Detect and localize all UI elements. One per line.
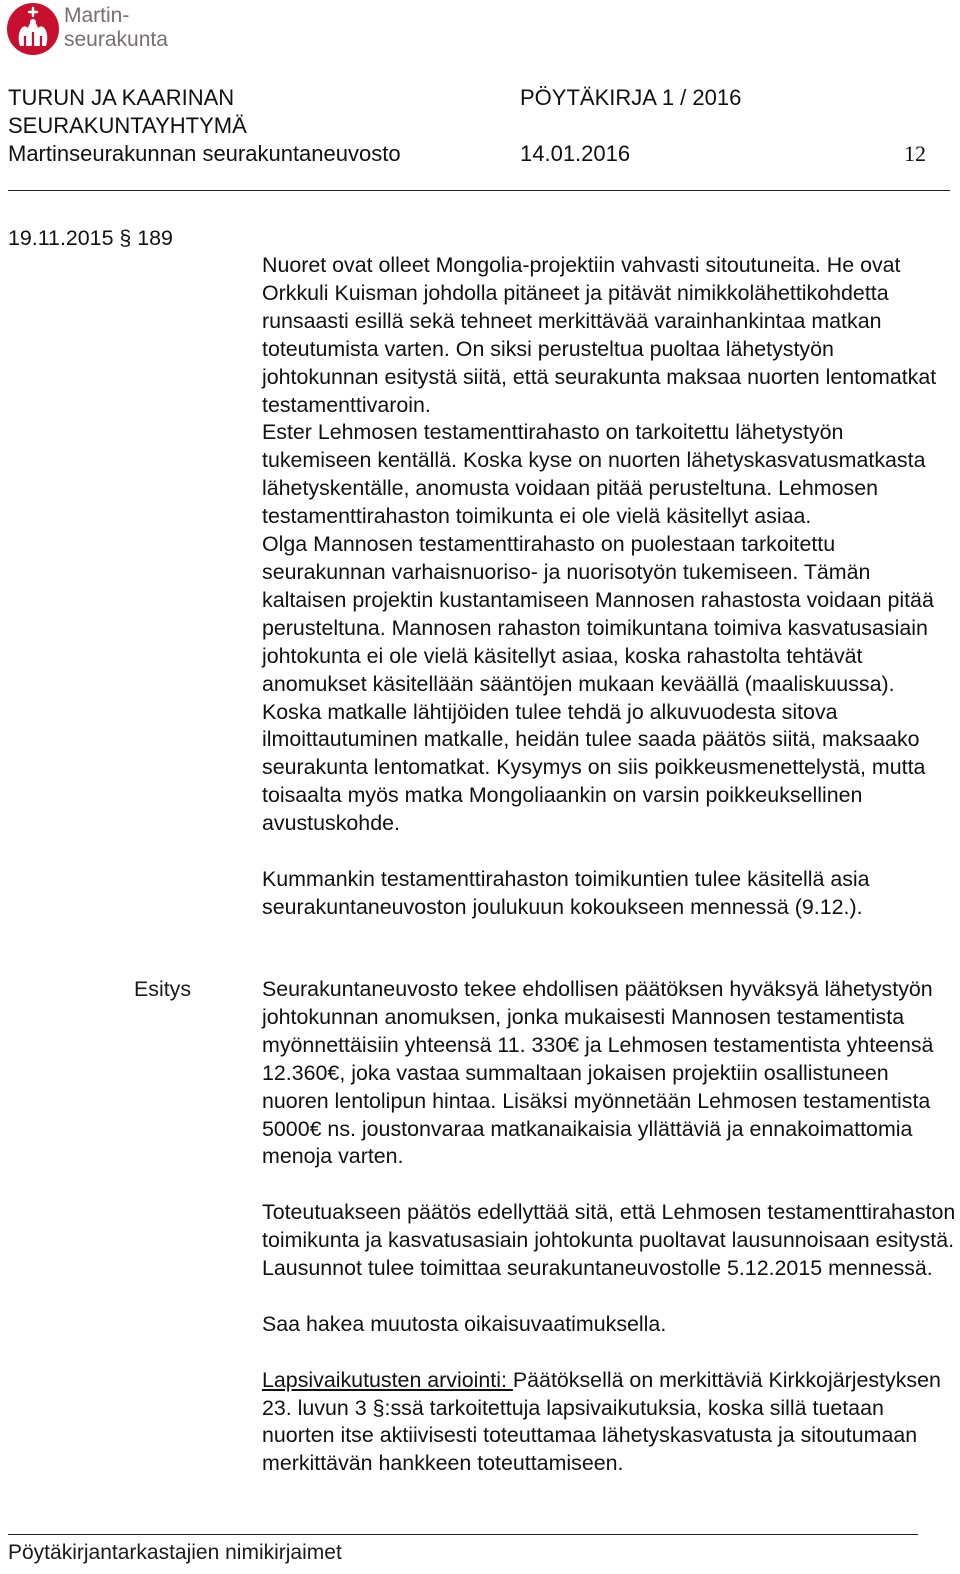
paragraph-lehmonen-fund: Ester Lehmosen testamenttirahasto on tarkoitettu lähetystyön tukemiseen kentällä. Koska kyse on nuorten lähetyskasvatusmatkasta lähetyskentälle, anomusta voidaan pitää perusteltuna. Lehmosen testamenttirahaston toimikunta ei ole vielä käsitellyt asiaa. [262,420,926,529]
church-crown-icon [6,2,60,56]
org-name-line-2: SEURAKUNTAYHTYMÄ [8,113,247,138]
proposal-paragraph-condition: Toteutuakseen päätös edellyttää sitä, että Lehmosen testamenttirahaston toimikunta ja kasvatusasiain johtokunta puoltavat lausunnoisaan esitystä. Lausunnot tulee toimittaa seurakuntaneuvostolle 5.12.2015 mennessä. [262,1200,956,1281]
proposal-body [262,976,956,1478]
header-divider [8,190,950,191]
child-impact-label: Lapsivaikutusten arviointi: [262,1367,513,1392]
council-name: Martinseurakunnan seurakuntaneuvosto [8,141,401,166]
paragraph-commitment: Nuoret ovat olleet Mongolia-projektiin vahvasti sitoutuneita. He ovat Orkkuli Kuisman johdolla pitäneet ja pitävät nimikkolähettikohdetta runsaasti esillä sekä tehneet merkittävää varainhankintaa matkan toteutumista varten. On siksi perusteltua puoltaa lähetystyön johtokunnan esitystä siitä, että seurakunta maksaa nuorten lentomatkat testamenttivaroin. [262,253,937,417]
document-title: PÖYTÄKIRJA 1 / 2016 [520,85,742,110]
paragraph-mannonen-fund: Olga Mannosen testamenttirahasto on puolestaan tarkoitettu seurakunnan varhaisnuoriso- ja nuorisotyön tukemiseen. Tämän kaltaisen projektin kustantamiseen Mannosen rahastosta voidaan pitää perusteltuna. Mannosen rahaston toimikuntana toimiva kasvatusasiain johtokunta ei ole vielä käsitellyt asiaa, koska rahastolta tehtävät anomukset käsitellään sääntöjen mukaan keväällä (maaliskuussa). Koska matkalle lähtijöiden tulee tehdä jo alkuvuodesta sitova ilmoittautuminen matkalle, heidän tulee saada päätös siitä, maksaako seurakunta lentomatkat. Kysymys on siis poikkeusmenettelystä, mutta toisaalta myös matka Mongoliaankin on varsin poikkeuksellinen avustuskohde. [262,532,934,836]
logo-line-2: seurakunta [64,28,168,51]
proposal-paragraph-appeal: Saa hakea muutosta oikaisuvaatimuksella. [262,1311,667,1336]
child-impact-text: Päätöksellä on merkittäviä Kirkkojärjestyksen 23. luvun 3 §:ssä tarkoitettuja lapsivaikutuksia, koska sillä tuetaan nuorten itse aktiivisesti toteuttamaa lähetyskasvatusta ja sitoutumaan merkittävän hankkeen toteuttamiseen. [262,1367,941,1476]
footer-initials-label: Pöytäkirjantarkastajien nimikirjaimet [8,1541,342,1564]
proposal-label: Esitys [134,977,192,1001]
org-name-line-1: TURUN JA KAARINAN [8,85,235,110]
page-number: 12 [904,141,926,166]
proposal-paragraph-child-impact [262,1367,956,1479]
meeting-date: 14.01.2016 [520,141,631,166]
footer-divider [8,1534,918,1535]
parish-logo [6,2,60,56]
proposal-paragraph-decision: Seurakuntaneuvosto tekee ehdollisen päätöksen hyväksyä lähetystyön johtokunnan anomuksen, jonka mukaisesti Mannosen testamentista myönnettäisiin yhteensä 11. 330€ ja Lehmosen testamentista yhteensä 12.360€, joka vastaa summaltaan jokaisen projektiin osallistuneen nuoren lentolipun hintaa. Lisäksi myönnetään Lehmosen testamentista 5000€ ns. joustonvaraa matkanaikaisia yllättäviä ja ennakoimattomia menoja varten. [262,977,934,1169]
section-reference: 19.11.2015 § 189 [8,226,173,250]
paragraph-deadline: Kummankin testamenttirahaston toimikuntien tulee käsitellä asia seurakuntaneuvoston joulukuun kokoukseen mennessä (9.12.). [262,866,870,919]
logo-line-1: Martin- [64,4,130,27]
minutes-body [262,252,956,922]
logo-wordmark [64,4,168,52]
